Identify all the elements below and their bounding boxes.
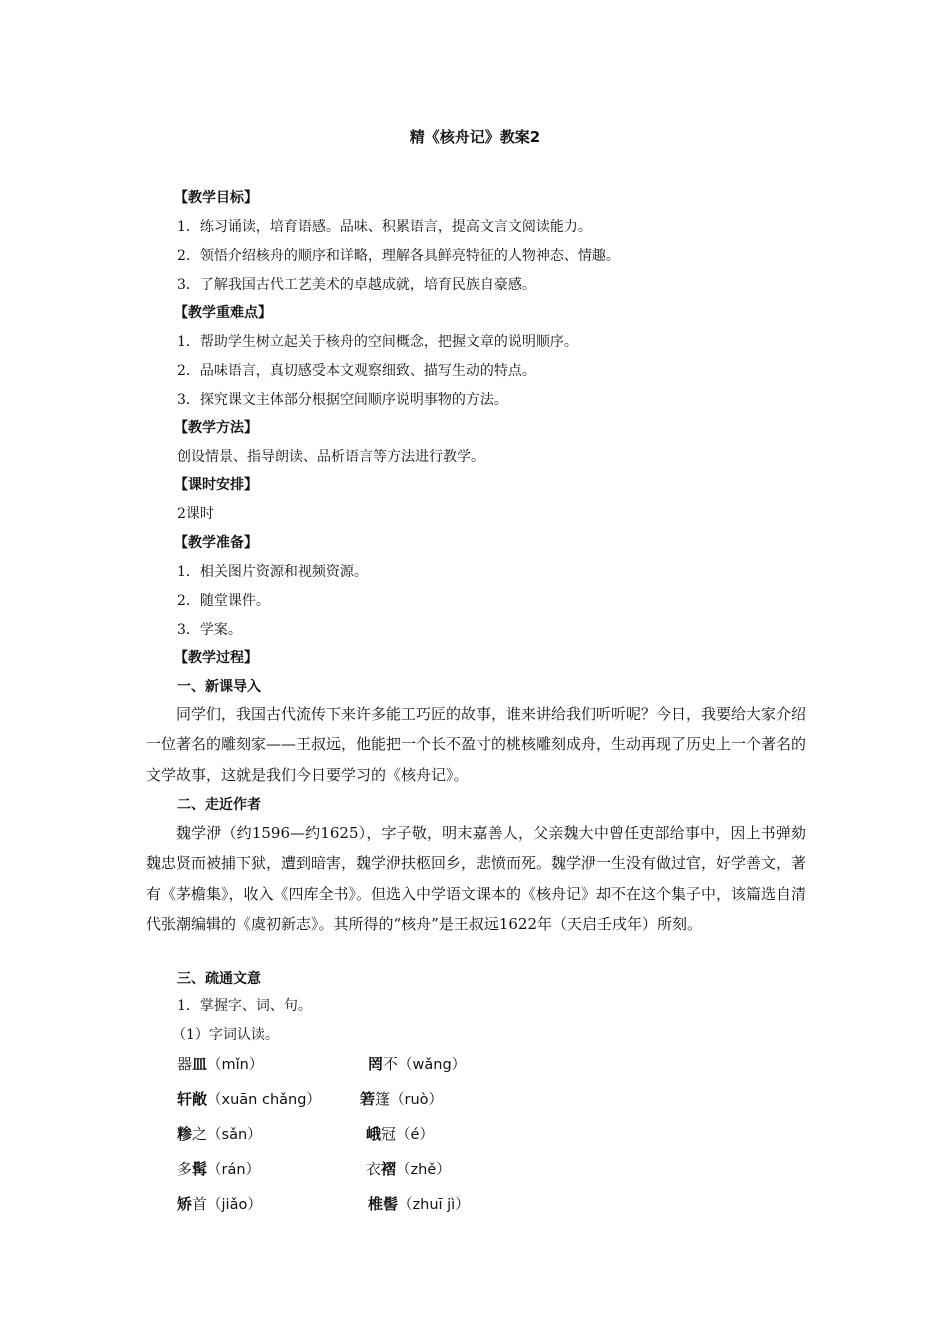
prep-item-1: 1．相关图片资源和视频资源。 — [177, 564, 368, 580]
vocab-item: 多髯（rán） — [177, 1160, 261, 1178]
vocab-item: 箬篷（ruò） — [360, 1090, 444, 1108]
prep-item-2: 2．随堂课件。 — [177, 593, 270, 609]
section-heading-intro: 一、新课导入 — [177, 679, 261, 695]
vocab-item: 糁之（sǎn） — [177, 1125, 262, 1143]
method-text: 创设情景、指导朗读、品析语言等方法进行教学。 — [177, 449, 485, 465]
vocab-item: 罔不（wǎng） — [368, 1055, 467, 1073]
prep-item-3: 3．学案。 — [177, 622, 242, 638]
keypoint-item-3: 3．探究课文主体部分根据空间顺序说明事物的方法。 — [177, 392, 508, 408]
heading-key-points: 【教学重难点】 — [174, 305, 272, 321]
document-title: 精《核舟记》教案2 — [409, 128, 541, 146]
vocab-item: 衣褶（zhě） — [366, 1160, 451, 1178]
keypoint-item-2: 2．品味语言，真切感受本文观察细致、描写生动的特点。 — [177, 363, 536, 379]
section-heading-meaning: 三、疏通文意 — [177, 971, 261, 987]
heading-teaching-method: 【教学方法】 — [174, 420, 258, 436]
vocab-item: 器皿（mǐn） — [177, 1055, 264, 1073]
meaning-subitem-1: （1）字词认读。 — [172, 1027, 279, 1043]
vocab-item: 轩敞（xuān chǎng） — [177, 1090, 321, 1108]
goal-item-1: 1．练习诵读，培育语感。品味、积累语言，提高文言文阅读能力。 — [177, 219, 592, 235]
section-text-author: 魏学洢（约1596—约1625），字子敬，明末嘉善人，父亲魏大中曾任吏部给事中，因上书弹劾魏忠贤而被捕下狱，遭到暗害，魏学洢扶柩回乡，悲愤而死。魏学洢一生没有做过官，好学善文，著有《茅檐集》，收入《四库全书》。但选入中学语文课本的《核舟记》却不在这个集子中，该篇选自清代张潮编辑的《虞初新志》。其所得的“核舟”是王叔远1622年（天启壬戌年）所刻。 — [146, 824, 807, 934]
section-heading-author: 二、走近作者 — [177, 797, 261, 813]
schedule-text: 2课时 — [177, 506, 214, 522]
vocab-item: 峨冠（é） — [366, 1125, 434, 1143]
section-text-intro: 同学们，我国古代流传下来许多能工巧匠的故事，谁来讲给我们听听呢？今日，我要给大家介绍一位著名的雕刻家——王叔远，他能把一个长不盈寸的桃核雕刻成舟，生动再现了历史上一个著名的文学故事，这就是我们今日要学习的《核舟记》。 — [146, 705, 807, 784]
heading-teaching-process: 【教学过程】 — [174, 650, 258, 666]
heading-teaching-goals: 【教学目标】 — [174, 190, 258, 206]
heading-schedule: 【课时安排】 — [174, 477, 258, 493]
goal-item-2: 2．领悟介绍核舟的顺序和详略，理解各具鲜亮特征的人物神态、情趣。 — [177, 248, 620, 264]
heading-preparation: 【教学准备】 — [174, 535, 258, 551]
goal-item-3: 3．了解我国古代工艺美术的卓越成就，培育民族自豪感。 — [177, 277, 536, 293]
vocab-item: 矫首（jiǎo） — [177, 1195, 262, 1213]
vocab-item: 椎髻（zhuī jì） — [368, 1195, 470, 1213]
keypoint-item-1: 1．帮助学生树立起关于核舟的空间概念，把握文章的说明顺序。 — [177, 334, 578, 350]
meaning-item-1: 1．掌握字、词、句。 — [177, 998, 312, 1014]
